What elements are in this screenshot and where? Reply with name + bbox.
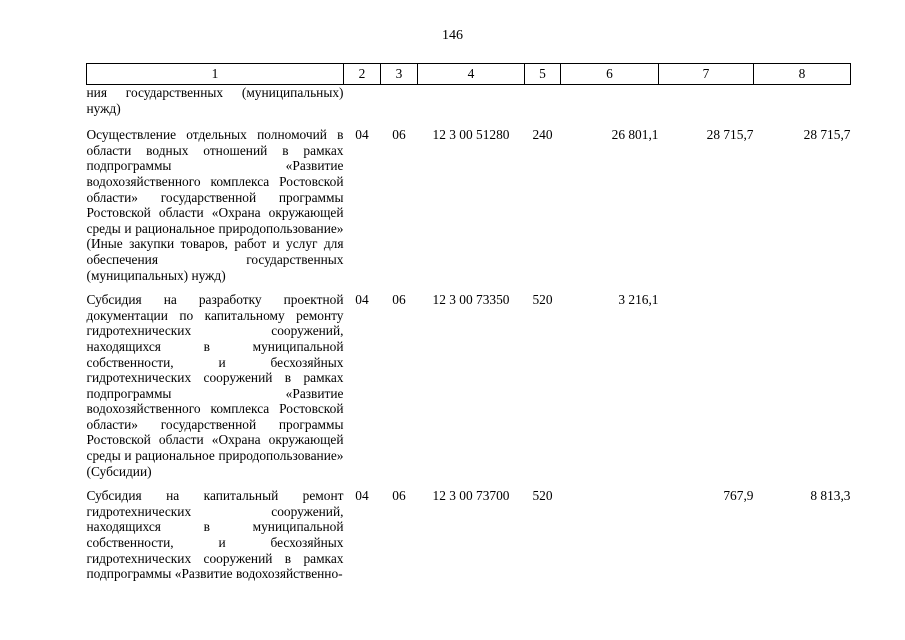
row-amount-col7: 767,9 <box>723 488 754 504</box>
row-expense-type: 520 <box>532 488 553 504</box>
row-amount-col6: 3 216,1 <box>618 292 659 308</box>
row-subsection: 06 <box>392 292 406 308</box>
header-col-4: 4 <box>418 64 525 85</box>
row-section: 04 <box>355 127 369 143</box>
table-row <box>87 126 851 291</box>
table-header-row <box>87 64 851 85</box>
row-section: 04 <box>355 488 369 504</box>
row-amount-col6 <box>561 487 659 590</box>
row-section: 04 <box>355 292 369 308</box>
row-amount-col7: 28 715,7 <box>706 127 754 143</box>
header-col-2: 2 <box>344 64 381 85</box>
table-row <box>87 487 851 590</box>
row-amount-col7 <box>659 291 754 487</box>
header-col-8: 8 <box>754 64 851 85</box>
row-amount-col8: 8 813,3 <box>810 488 851 504</box>
row-amount-col8 <box>754 291 851 487</box>
continuation-row <box>87 85 851 127</box>
row-description: Субсидия на капитальный ремонт гидротехнических сооружений, находящихся в муниципальной собственности, и бесхозяйных гидротехнических сооружений в рамках подпрограммы «Развитие водохозяйственно- <box>86 488 344 582</box>
header-col-7: 7 <box>659 64 754 85</box>
header-col-1: 1 <box>87 64 344 85</box>
row-description: Осуществление отдельных полномочий в области водных отношений в рамках подпрограммы «Развитие водохозяйственного комплекса Ростовской области» государственной программы Ростовской области «Охрана окружающей среды и рациональное природопользование» (Иные закупки товаров, работ и услуг для обеспечения государственных (муниципальных) нужд) <box>86 127 344 283</box>
continuation-text: ния государственных (муниципальных) нужд) <box>86 85 344 116</box>
row-target-code: 12 3 00 73700 <box>432 488 510 504</box>
row-expense-type: 240 <box>532 127 553 143</box>
row-description: Субсидия на разработку проектной документации по капитальному ремонту гидротехнических сооружений, находящихся в муниципальной собственности, и бесхозяйных гидротехнических сооружений в рамках подпрограммы «Развитие водохозяйственного комплекса Ростовской области» государственной программы Ростовской области «Охрана окружающей среды и рациональное природопользование» (Субсидии) <box>86 292 344 479</box>
table-row <box>87 291 851 487</box>
row-subsection: 06 <box>392 488 406 504</box>
row-target-code: 12 3 00 51280 <box>432 127 510 143</box>
row-amount-col6: 26 801,1 <box>611 127 659 143</box>
row-target-code: 12 3 00 73350 <box>432 292 510 308</box>
row-amount-col8: 28 715,7 <box>803 127 851 143</box>
row-expense-type: 520 <box>532 292 553 308</box>
header-col-3: 3 <box>381 64 418 85</box>
budget-table <box>86 63 851 590</box>
page-number: 146 <box>442 28 463 43</box>
header-col-6: 6 <box>561 64 659 85</box>
header-col-5: 5 <box>525 64 561 85</box>
row-subsection: 06 <box>392 127 406 143</box>
